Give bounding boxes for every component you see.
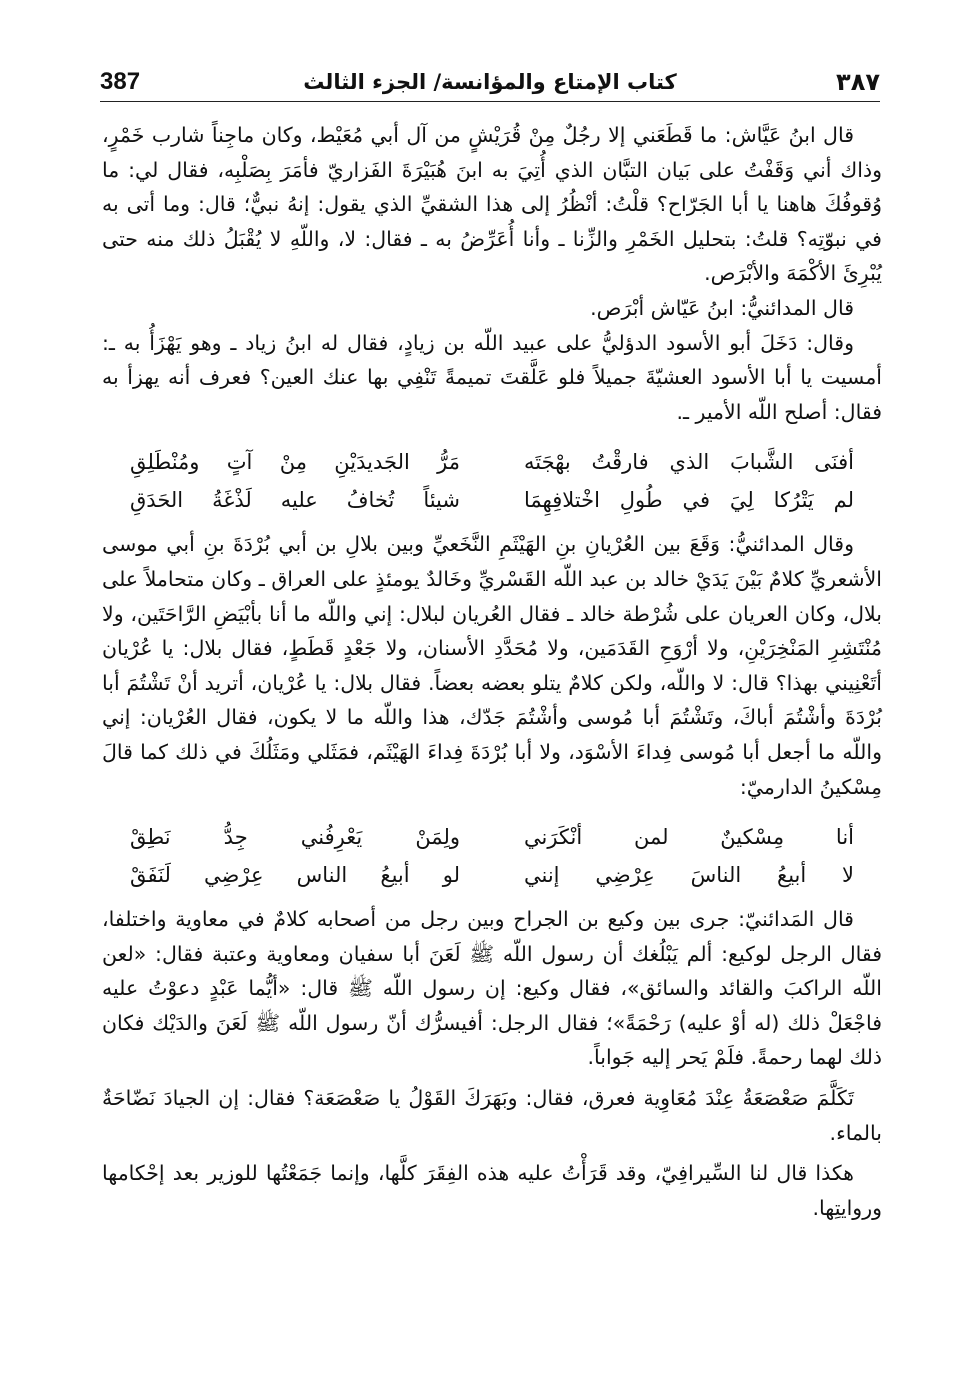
paragraph-uryan-bilal: وقال المدائنيُّ: وَقَعَ بين العُرْيانِ بنِ الهَيْثَمِ النَّخَعيِّ وبين بلالِ بن أبي بُرْدَةَ بنِ أبي موسى الأشعريِّ كلامٌ بَيْنَ يَدَيْ خالد بن عبد اللّه القَسْريِّ وخَالدٌ يومئذٍ على العراق ـ وكان متحاملاً على بلال، وكان العريان على شُرْطة خالد ـ فقال العُريان لبلال: إني واللّه ما أنا بأبْيَضِ الرَّاحَتَين، ولا مُنْتَشِرِ المَنْخِرَيْنِ، ولا أرْوَحِ القَدَمَين، ولا مُحَدَّدِ الأسنان، ولا جَعْدٍ قَطَطٍ، فقال بلال: يا عُرْيان أتَعْنِيني بهذا؟ قال: لا واللّه، ولكن كلامٌ يتلو بعضه بعضاً. فقال بلال: يا عُرْيان، أتريد أنْ تَشْتُمَ أبا بُرْدَةَ وأشْتُمَ أباكَ، وتَشْتُمَ أبا مُوسى وأشْتُمَ جَدّك، هذا واللّه ما لا يكون، فقال العُرْيان: إني واللّه ما أجعل أبا مُوسى فِداءَ الأسْوَد، ولا أبا بُرْدَةَ فِداءَ الهَيْثَم، فمَثَلي ومَثَلُكَ في ذلك كما قالَ مِسْكينُ الدارميّ: bbox=[102, 532, 882, 799]
paragraph-waki: قال المَدائنيّ: جرى بين وكيع بن الجراح وبين رجل من أصحابه كلامٌ في معاوية واختلفا، فقال الرجل لوكيع: ألم يَبْلُغك أن رسول اللّه ﷺ لَعَنَ أبا سفيان ومعاوية وعتبة فقال: «لعن اللّه الراكبَ والقائد والسائق»، فقال وكيع: إن رسول اللّه ﷺ قال: «أيُّما عَبْدٍ دعوْتُ عليه فاجْعَلْ ذلك (له أوْ عليه) رَحْمَةً»؛ فقال الرجل: أفيسرُّك أنّ رسول اللّه ﷺ لَعَنَ والدَيْك فكان ذلك لهما رحمةً. فلَمْ يَحر إليه جَواباً. bbox=[102, 907, 882, 1070]
first-hemistich: أفنَى الشَّبابَ الذي فارقْتُ بهْجَتَه bbox=[524, 450, 854, 475]
second-hemistich: شيئاً تُخافُ عليه لَذْغَةُ الحَدَقِ bbox=[130, 488, 460, 513]
page-header bbox=[100, 62, 880, 102]
poem-miskin-darimi bbox=[102, 818, 882, 894]
page-body bbox=[102, 118, 882, 1225]
running-title: كتاب الإمتاع والمؤانسة/ الجزء الثالث bbox=[303, 70, 677, 94]
paragraph-abu-al-aswad: وقال: دَخَلَ أبو الأسود الدؤليُّ على عبيد اللّه بن زيادٍ، فقال له ابنُ زياد ـ وهو يَهْزَأُ به ـ: أمسيت يا أبا الأسود العشيّةَ جميلاً فلو عَلَّقتَ تميمةً تَنْفِي بها عنك العين؟ فعرف أنه يهزأ به فقال: أصلح اللّه الأمير ـ. bbox=[102, 330, 882, 424]
page-number-latin: 387 bbox=[100, 68, 141, 95]
paragraph-sirafi: هكذا قال لنا السِّيرافِيّ، وقد قَرَأْتُ عليه هذه الفِقَرَ كلَّها، وإنما جَمَعْتُها للوزير بعد إحْكامها وروايتِها. bbox=[102, 1161, 882, 1220]
first-hemistich: أنا مِسْكينٌ لمن أنْكَرَني bbox=[524, 825, 854, 850]
paragraph-ibn-ayyash: قال ابنُ عَيَّاش: ما قَطَعَني إلا رجُلٌ مِنْ قُرَيْشٍ من آل أبي مُعَيْط، وكان ماجِناً شارب خَمْرٍ، وذاك أني وَقَفْتُ على بَيان التبَّان الذي أُتِيَ به ابنَ هُبَيْرَةَ الفَزاريّ فأمَرَ بِصَلْبِه، فقال لي: ما وُقوفُكَ هاهنا يا أبا الجَرّاح؟ قلْتُ: أنْظُرُ إلى هذا الشقيِّ الذي يقول: إنهُ نبيٌّ؛ قال: وما أتى به في نبوّتِه؟ قلتُ: بتحليل الخَمْرِ والزِّنا ـ وأنا أُعَرِّضُ به ـ فقال: لا، واللّهِ لا يُقْبَلُ ذلك منه حتى يُبْرِئَ الأكْمَهَ والأبْرَص. bbox=[102, 123, 882, 286]
verse bbox=[102, 443, 882, 481]
verse bbox=[102, 481, 882, 519]
first-hemistich: لا أبيعُ الناسَ عِرْضِي إنني bbox=[524, 863, 854, 888]
first-hemistich: لم يَتْرُكا لِيَ في طُولِ اخْتلافِهِمَا bbox=[524, 488, 854, 513]
paragraph-sasaa: تَكَلَّمَ صَعْصَعَةُ عِنْدَ مُعَاوِية فعرق، فقال: وبَهَرَكَ القَوْلُ يا صَعْصَعَة؟ فقال: إن الجيادَ نَضّاحَةٌ بالماء. bbox=[102, 1086, 882, 1145]
second-hemistich: ولِمَنْ يَعْرِفُني جِدُّ نَطِقْ bbox=[130, 825, 460, 850]
second-hemistich: لو أبيعُ الناس عِرْضِي لَنَفَقْ bbox=[130, 863, 460, 888]
verse bbox=[102, 856, 882, 894]
header-rule bbox=[100, 101, 880, 102]
verse bbox=[102, 818, 882, 856]
page-number-arabic: ٣٨٧ bbox=[836, 68, 880, 96]
poem-abu-al-aswad bbox=[102, 443, 882, 519]
second-hemistich: مَرُّ الجَديدَيْنِ مِنْ آتٍ ومُنْطَلِقِ bbox=[130, 450, 460, 475]
paragraph-madaini-note: قال المدائنيُّ: ابنُ عَيّاش أبْرَص. bbox=[590, 295, 854, 320]
